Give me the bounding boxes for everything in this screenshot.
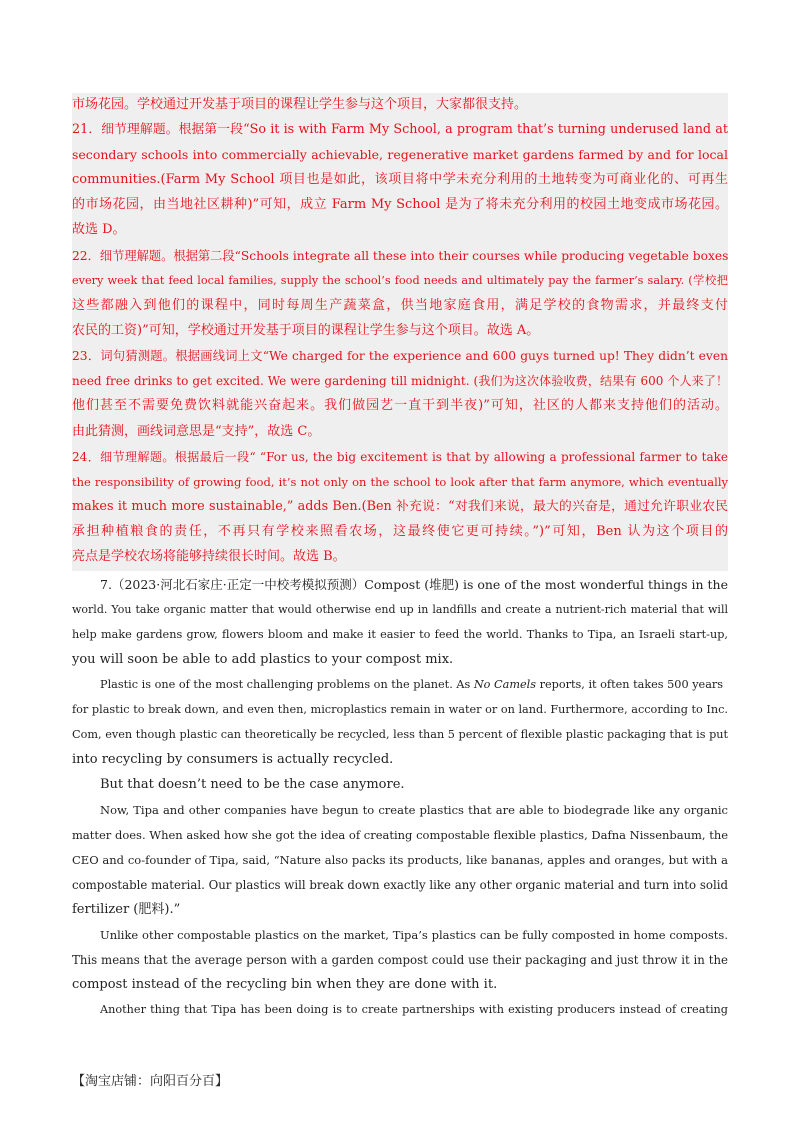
passage-line: 7.（2023·河北石家庄·正定一中校考模拟预测）Compost (堆肥) is one of the most wonderful things in the — [100, 577, 728, 592]
passage-line: Com, even though plastic can theoretically be recycled, less than 5 percent of flexible plastic packaging that is put — [72, 728, 729, 741]
answer-line: 这些都融入到他们的课程中，同时每周生产蔬菜盒，供当地家庭食用，满足学校的食物需求，并最终支付 — [72, 298, 728, 313]
passage-line: CEO and co-founder of Tipa, said, “Nature also packs its products, like bananas, apples and oranges, but with a — [72, 853, 728, 867]
passage-line: you will soon be able to add plastics to your compost mix. — [72, 652, 454, 667]
answer-line: 亮点是学校农场将能够持续很长时间。故选 B。 — [72, 549, 346, 564]
answer-line: every week that feed local families, supply the school’s food needs and ultimately pay the farmer’s salary. (学校把 — [72, 274, 728, 287]
passage-text: Plastic is one of the most challenging problems on the planet. As — [100, 678, 471, 691]
passage-line: for plastic to break down, and even then, microplastics remain in water or on land. Furthermore, according to Inc. — [72, 703, 728, 716]
answer-line: 24．细节理解题。根据最后一段“ “For us, the big excitement is that by allowing a professional farmer to take — [72, 450, 728, 464]
passage-line: world. You take organic matter that would otherwise end up in landfills and create a nutrient-rich material that will — [72, 603, 728, 616]
answer-line: 农民的工资)”可知，学校通过开发基于项目的课程让学生参与这个项目。故选 A。 — [72, 323, 540, 338]
answer-line: 21．细节理解题。根据第一段“So it is with Farm My School, a program that’s turning underused land at — [72, 122, 728, 137]
passage-line: Now, Tipa and other companies have begun to create plastics that are able to biodegrade like any organic — [100, 803, 728, 817]
passage-line: matter does. When asked how she got the idea of creating compostable flexible plastics, Dafna Nissenbaum, the — [72, 828, 729, 842]
passage-line: This means that the average person with a garden compost could use their packaging and just throw it in the — [72, 953, 728, 967]
answer-line: 的市场花园，由当地社区耕种)”可知，成立 Farm My School 是为了将未充分利用的校园土地变成市场花园。 — [72, 197, 728, 212]
answer-line: communities.(Farm My School 项目也是如此，该项目将中学未充分利用的土地转变为可商业化的、可再生 — [72, 172, 728, 187]
passage-text: reports, it often takes 500 years — [539, 678, 724, 691]
answer-line: 市场花园。学校通过开发基于项目的课程让学生参与这个项目，大家都很支持。 — [72, 97, 528, 112]
answer-line: 故选 D。 — [72, 222, 126, 237]
passage-line: compost instead of the recycling bin when they are done with it. — [72, 977, 498, 992]
passage-line: into recycling by consumers is actually recycled. — [72, 752, 394, 767]
answer-line: 他们甚至不需要免费饮料就能兴奋起来。我们做园艺一直干到半夜)”可知，社区的人都来支持他们的活动。 — [72, 398, 728, 413]
shop-footer: 【淘宝店铺：向阳百分百】 — [72, 1074, 229, 1089]
answer-line: the responsibility of growing food, it’s not only on the school to look after that farm anymore, which eventually — [72, 475, 728, 489]
passage-line: But that doesn’t need to be the case anymore. — [100, 777, 405, 792]
answer-line: 由此猜测，画线词意思是“支持”，故选 C。 — [72, 424, 321, 439]
answer-line: 22．细节理解题。根据第二段“Schools integrate all these into their courses while producing vegetable boxes — [72, 249, 728, 263]
answer-line: 承担种植粮食的责任，不再只有学校来照看农场，这最终使它更可持续。”)”可知，Ben 认为这个项目的 — [72, 524, 728, 539]
answer-line: 23．词句猜测题。根据画线词上文“We charged for the experience and 600 guys turned up! They didn’t even — [72, 349, 728, 363]
passage-line: compostable material. Our plastics will break down exactly like any other organic material and turn into solid — [72, 878, 728, 892]
answer-line: need free drinks to get excited. We were gardening till midnight. (我们为这次体验收费，结果有 600 个人来了！ — [72, 374, 728, 388]
answer-line: secondary schools into commercially achievable, regenerative market gardens farmed by and for local — [72, 147, 728, 162]
publication-name: No Camels — [473, 678, 537, 691]
passage-line: fertilizer (肥料).” — [72, 902, 181, 917]
passage-line: help make gardens grow, flowers bloom and make it easier to feed the world. Thanks to Tipa, an Israeli start-up, — [72, 628, 728, 641]
passage-line — [100, 675, 723, 695]
passage-line: Unlike other compostable plastics on the market, Tipa’s plastics can be fully composted in home composts. — [100, 928, 728, 942]
answer-explanation-block — [72, 93, 728, 571]
passage-line: Another thing that Tipa has been doing is to create partnerships with existing producers instead of creating — [100, 1003, 728, 1016]
answer-line: makes it much more sustainable,” adds Ben.(Ben 补充说：“对我们来说，最大的兴奋是，通过允许职业农民 — [72, 499, 728, 514]
